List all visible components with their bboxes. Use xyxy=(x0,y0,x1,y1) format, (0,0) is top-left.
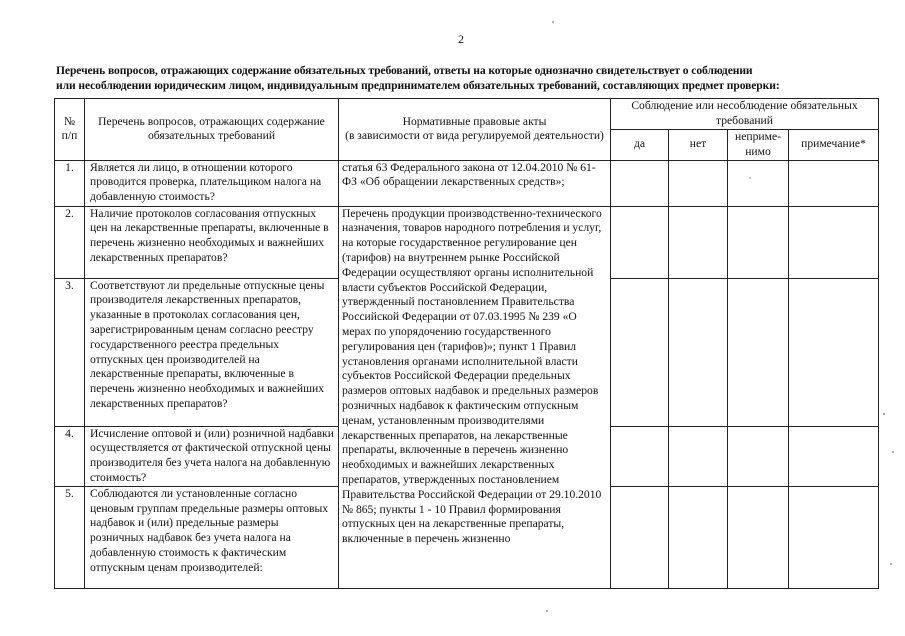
row-question: Является ли лицо, в отношении которого проводится проверка, плательщиком налога на добавленную стоимость? xyxy=(85,160,339,206)
legal-acts-cell: Перечень продукции производственно-технического назначения, товаров народного потребления и услуг, на которые государственное регулирование цен (тарифов) на внутреннем рынке Российской Федерации осуществляют органы исполнительной власти субъектов Российской Федерации, утвержденный постановлением Правительства Российской Федерации от 07.03.1995 № 239 «О мерах по упорядочению государственного регулирования цен (тарифов)»; пункт 1 Правил установления органами исполнительной власти субъектов Российской Федерации предельных размеров оптовых надбавок и предельных размеров розничных надбавок к фактическим отпускным ценам, установленным производителями лекарственных препаратов, на лекарственные препараты, включенные в перечень жизненно необходимых и важнейших лекарственных препаратов, утвержденных постановлением Правительства Российской Федерации от 29.10.2010 № 865; пункты 1 - 10 Правил формирования отпускных цен на лекарственные препараты, включенные в перечень жизненно xyxy=(339,206,611,588)
row-number: 3. xyxy=(55,278,85,426)
row-question: Наличие протоколов согласования отпускных цен на лекарственные препараты, включенные в перечень жизненно необходимых и важнейших лекарственных препаратов? xyxy=(85,206,339,278)
header-legal-acts-line-2: (в зависимости от вида регулируемой деятельности) xyxy=(345,129,604,143)
header-legal-acts-line-1: Нормативные правовые акты xyxy=(402,114,547,128)
document-title-line-2: или несоблюдении юридическим лицом, индивидуальным предпринимателем обязательных требований, составляющих предмет проверки: xyxy=(56,78,780,92)
header-not-applicable: неприме-нимо xyxy=(728,129,789,160)
header-num: № п/п xyxy=(55,99,85,161)
document-title-line-1: Перечень вопросов, отражающих содержание обязательных требований, ответы на которые однозначно свидетельствует о соблюдении xyxy=(56,64,753,77)
row-number: 4. xyxy=(55,426,85,486)
header-note: примечание* xyxy=(789,129,879,160)
header-question: Перечень вопросов, отражающих содержание обязательных требований xyxy=(85,99,339,161)
row-number: 1. xyxy=(55,160,85,206)
header-compliance: Соблюдение или несоблюдение обязательных требований xyxy=(611,99,879,130)
header-no: нет xyxy=(669,129,728,160)
row-question: Соответствуют ли предельные отпускные цены производителя лекарственных препаратов, указанные в протоколах согласования цен, зарегистрированным ценам согласно реестру государственного реестра предельных отпускных цен производителей на лекарственные препараты, включенные в перечень жизненно необходимых и важнейших лекарственных препаратов? xyxy=(85,278,339,426)
row-question: Соблюдаются ли установленные согласно ценовым группам предельные размеры оптовых надбавок и (или) предельные размеры розничных надбавок без учета налога на добавленную стоимость к фактическим отпускным ценам производителей: xyxy=(85,486,339,588)
page-number: 2 xyxy=(458,32,464,46)
row-number: 2. xyxy=(55,206,85,278)
row-number: 5. xyxy=(55,486,85,588)
header-yes: да xyxy=(611,129,669,160)
legal-acts-cell: статья 63 Федерального закона от 12.04.2010 № 61-ФЗ «Об обращении лекарственных средств»; xyxy=(339,160,611,206)
row-question: Исчисление оптовой и (или) розничной надбавки осуществляется от фактической отпускной цены производителя без учета налога на добавленную стоимость? xyxy=(85,426,339,486)
